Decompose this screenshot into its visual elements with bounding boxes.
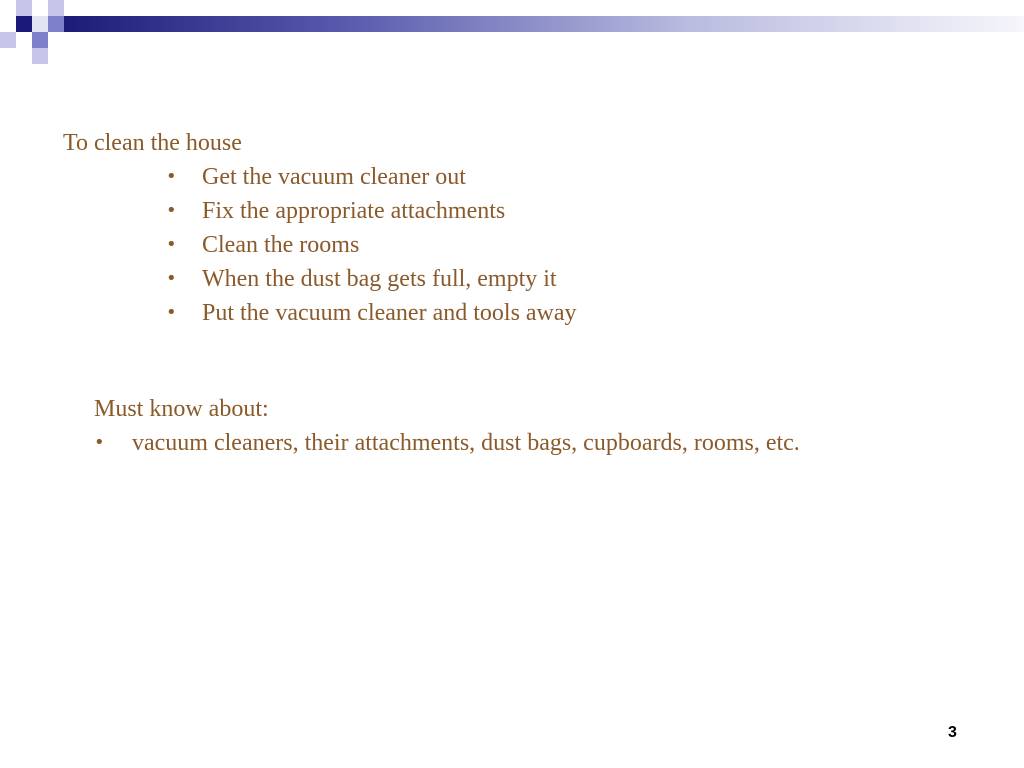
step-text: Clean the rooms (202, 232, 360, 258)
list-item (166, 194, 577, 228)
list-item (166, 228, 577, 262)
bullet-icon: • (166, 268, 177, 289)
header-square (32, 48, 48, 64)
header-square (16, 16, 32, 32)
list-item (166, 262, 577, 296)
list-item (166, 296, 577, 330)
intro-line: To clean the house (63, 130, 242, 156)
must-know-text: vacuum cleaners, their attachments, dust bags, cupboards, rooms, etc. (132, 430, 800, 456)
must-know-item (94, 426, 800, 460)
must-know-heading: Must know about: (94, 396, 269, 422)
bullet-icon: • (166, 234, 177, 255)
header-square (32, 32, 48, 48)
header-square (32, 16, 48, 32)
bullet-icon: • (94, 432, 105, 453)
header-square (16, 0, 32, 16)
step-text: Put the vacuum cleaner and tools away (202, 300, 577, 326)
page-number: 3 (948, 724, 957, 741)
header-gradient-bar (64, 16, 1024, 32)
bullet-icon: • (166, 302, 177, 323)
steps-list (166, 160, 577, 330)
step-text: Get the vacuum cleaner out (202, 164, 466, 190)
list-item (166, 160, 577, 194)
header-square (0, 32, 16, 48)
header-square (48, 0, 64, 16)
header-decoration (0, 0, 1024, 64)
bullet-icon: • (166, 166, 177, 187)
header-square (48, 16, 64, 32)
bullet-icon: • (166, 200, 177, 221)
step-text: Fix the appropriate attachments (202, 198, 506, 224)
step-text: When the dust bag gets full, empty it (202, 266, 557, 292)
